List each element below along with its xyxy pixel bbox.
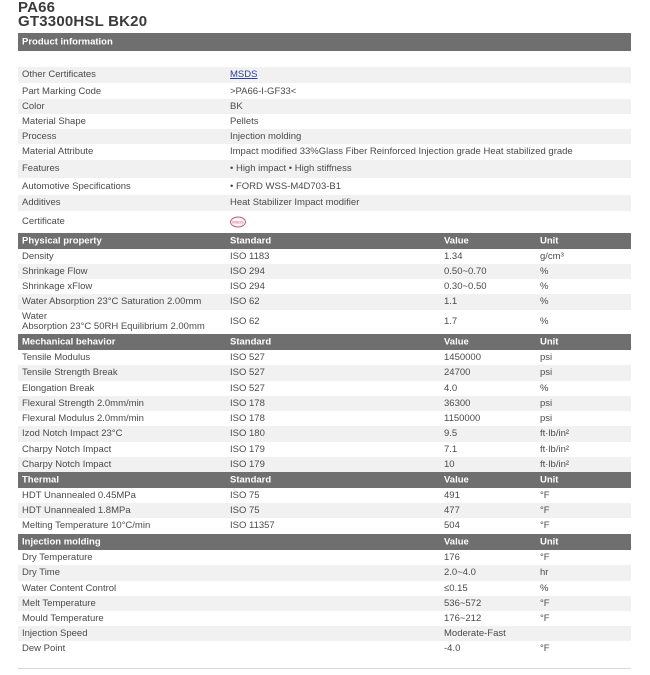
- property-unit: ft·lb/in²: [540, 428, 570, 439]
- property-value: Moderate-Fast: [444, 627, 506, 639]
- injection-row: [18, 641, 631, 657]
- injection-row: [18, 596, 631, 611]
- product-info-row: [18, 160, 631, 178]
- row-label: Automotive Specifications: [22, 180, 131, 192]
- product-info-row: [18, 84, 631, 99]
- property-value: 477: [444, 504, 460, 516]
- property-name: Melting Temperature 10°C/min: [22, 519, 151, 531]
- row-label: Color: [22, 100, 45, 112]
- property-name: Injection Speed: [22, 627, 88, 639]
- certificate-badge: MSDS: [230, 216, 246, 227]
- product-info-row: [18, 67, 631, 83]
- bottom-divider: [18, 668, 631, 669]
- msds-link[interactable]: MSDS: [230, 69, 258, 80]
- row-label: Certificate: [22, 215, 65, 227]
- row-value: • FORD WSS-M4D703-B1: [230, 180, 342, 192]
- product-info-row: [18, 144, 631, 160]
- row-label: Material Shape: [22, 115, 86, 127]
- property-unit: %: [540, 280, 549, 292]
- physical-row: [18, 264, 631, 279]
- property-value: 24700: [444, 367, 471, 378]
- property-value: 504: [444, 519, 460, 531]
- property-unit: g/cm³: [540, 250, 564, 262]
- property-unit: psi: [540, 367, 553, 378]
- property-standard: ISO 527: [230, 382, 265, 394]
- property-unit: °F: [540, 597, 550, 609]
- header-standard: Standard: [230, 336, 272, 348]
- property-value: 4.0: [444, 382, 458, 394]
- mechanical-row: [18, 442, 631, 457]
- property-name: Elongation Break: [22, 382, 95, 394]
- property-value: 0.50~0.70: [444, 265, 487, 277]
- property-unit: %: [540, 296, 549, 307]
- product-info-row: [18, 129, 631, 144]
- property-value: 7.1: [444, 443, 458, 455]
- header-value: Value: [444, 474, 469, 486]
- mechanical-row: [18, 411, 631, 426]
- thermal-row: [18, 503, 631, 518]
- property-standard: ISO 179: [230, 458, 265, 470]
- property-standard: ISO 1183: [230, 250, 270, 262]
- property-name: Flexural Strength 2.0mm/min: [22, 397, 144, 409]
- property-standard: ISO 294: [230, 280, 265, 292]
- product-grade-title: GT3300HSL BK20: [18, 13, 148, 30]
- property-name: Dry Temperature: [22, 551, 93, 563]
- property-standard: ISO 294: [230, 265, 265, 277]
- product-info-header: [18, 33, 631, 51]
- physical-row: [18, 249, 631, 264]
- row-value: Injection molding: [230, 130, 302, 142]
- property-unit: %: [540, 316, 549, 327]
- injection-row: [18, 611, 631, 626]
- mechanical-row: [18, 457, 631, 472]
- property-name: Dew Point: [22, 643, 66, 654]
- header-value: Value: [444, 536, 469, 548]
- row-value: >PA66-I-GF33<: [230, 85, 297, 97]
- property-value: -4.0: [444, 643, 461, 654]
- property-value: 1450000: [444, 351, 481, 363]
- thermal-row: [18, 518, 631, 533]
- property-unit: ft·lb/in²: [540, 458, 570, 470]
- product-info-row: [18, 211, 631, 232]
- property-name: HDT Unannealed 1.8MPa: [22, 504, 131, 516]
- property-value: ≤0.15: [444, 582, 468, 594]
- property-name-line2: Absorption 23°C 50RH Equilibrium 2.00mm: [22, 321, 205, 332]
- property-standard: ISO 179: [230, 443, 265, 455]
- property-unit: °F: [540, 551, 550, 563]
- property-standard: ISO 62: [230, 316, 260, 327]
- header-value: Value: [444, 235, 469, 247]
- property-value: 9.5: [444, 428, 458, 439]
- row-value: Pellets: [230, 115, 259, 127]
- property-name: Tensile Strength Break: [22, 367, 118, 378]
- property-standard: ISO 62: [230, 296, 260, 307]
- property-value: 176~212: [444, 612, 482, 624]
- property-standard: ISO 11357: [230, 519, 275, 531]
- header-value: Value: [444, 336, 469, 348]
- product-info-row: [18, 178, 631, 195]
- product-info-row: [18, 114, 631, 129]
- property-name-line1: Water: [22, 311, 47, 322]
- property-unit: °F: [540, 519, 550, 531]
- property-value: 1150000: [444, 412, 481, 424]
- property-unit: °F: [540, 612, 550, 624]
- property-unit: hr: [540, 567, 549, 578]
- property-name: Water Absorption 23°C Saturation 2.00mm: [22, 296, 202, 307]
- property-value: 1.34: [444, 250, 463, 262]
- property-unit: %: [540, 265, 549, 277]
- property-name: Dry Time: [22, 567, 60, 578]
- thermal-header: [18, 472, 631, 488]
- property-value: 1.1: [444, 296, 458, 307]
- injection-row: [18, 550, 631, 565]
- property-standard: ISO 75: [230, 489, 260, 501]
- physical-row: [18, 294, 631, 310]
- property-unit: °F: [540, 489, 550, 501]
- row-value: Heat Stabilizer Impact modifier: [230, 197, 360, 208]
- injection-row: [18, 565, 631, 581]
- property-name: Tensile Modulus: [22, 351, 91, 363]
- property-value: 536~572: [444, 597, 482, 609]
- physical-row: [18, 279, 631, 294]
- property-value: 10: [444, 458, 455, 470]
- property-name: Izod Notch Impact 23°C: [22, 428, 123, 439]
- injection-row: [18, 581, 631, 596]
- row-value: • High impact • High stiffness: [230, 163, 352, 174]
- mechanical-row: [18, 350, 631, 365]
- row-label: Part Marking Code: [22, 85, 102, 97]
- row-label: Other Certificates: [22, 69, 96, 80]
- product-family-title: PA66: [18, 0, 56, 16]
- property-unit: psi: [540, 412, 553, 424]
- property-name: HDT Unannealed 0.45MPa: [22, 489, 136, 501]
- header-unit: Unit: [540, 336, 559, 348]
- property-value: 2.0~4.0: [444, 567, 476, 578]
- property-unit: psi: [540, 397, 553, 409]
- property-standard: ISO 178: [230, 397, 265, 409]
- property-name: Shrinkage xFlow: [22, 280, 93, 292]
- property-standard: ISO 75: [230, 504, 260, 516]
- property-value: 0.30~0.50: [444, 280, 487, 292]
- property-name: Density: [22, 250, 54, 262]
- property-unit: psi: [540, 351, 553, 363]
- property-value: 491: [444, 489, 460, 501]
- mechanical-row: [18, 396, 631, 411]
- property-standard: ISO 527: [230, 367, 265, 378]
- header-property: Injection molding: [22, 536, 101, 548]
- property-name: Flexural Modulus 2.0mm/min: [22, 412, 144, 424]
- property-name: [22, 312, 205, 332]
- row-value: Impact modified 33%Glass Fiber Reinforced Injection grade Heat stabilized grade: [230, 146, 573, 157]
- header-property: Mechanical behavior: [22, 336, 116, 348]
- row-value: BK: [230, 100, 243, 112]
- mechanical-row: [18, 426, 631, 442]
- header-unit: Unit: [540, 474, 559, 486]
- property-name: Melt Temperature: [22, 597, 96, 609]
- property-name: Water Content Control: [22, 582, 117, 594]
- property-unit: %: [540, 382, 549, 394]
- header-property: Thermal: [22, 474, 59, 486]
- property-unit: ft·lb/in²: [540, 443, 570, 455]
- header-standard: Standard: [230, 474, 272, 486]
- property-name: Mould Temperature: [22, 612, 104, 624]
- physical-property-header: [18, 233, 631, 249]
- header-unit: Unit: [540, 536, 559, 548]
- property-value: 1.7: [444, 316, 458, 327]
- product-info-header-label: Product information: [22, 36, 113, 48]
- property-unit: °F: [540, 643, 550, 654]
- property-name: Shrinkage Flow: [22, 265, 88, 277]
- row-label: Features: [22, 163, 60, 174]
- property-name: Charpy Notch Impact: [22, 458, 112, 470]
- header-property: Physical property: [22, 235, 102, 247]
- thermal-row: [18, 488, 631, 503]
- property-unit: °F: [540, 504, 550, 516]
- property-standard: ISO 527: [230, 351, 265, 363]
- mechanical-header: [18, 334, 631, 350]
- property-value: 36300: [444, 397, 471, 409]
- property-unit: %: [540, 582, 549, 594]
- row-label: Additives: [22, 197, 61, 208]
- header-standard: Standard: [230, 235, 272, 247]
- mechanical-row: [18, 381, 631, 396]
- header-unit: Unit: [540, 235, 559, 247]
- injection-row: [18, 626, 631, 641]
- property-value: 176: [444, 551, 460, 563]
- property-standard: ISO 180: [230, 428, 265, 439]
- injection-molding-header: [18, 534, 631, 550]
- product-info-row: [18, 99, 631, 114]
- property-name: Charpy Notch Impact: [22, 443, 112, 455]
- mechanical-row: [18, 365, 631, 381]
- physical-row: [18, 310, 631, 334]
- row-label: Process: [22, 130, 57, 142]
- row-label: Material Attribute: [22, 146, 94, 157]
- product-info-row: [18, 195, 631, 211]
- property-standard: ISO 178: [230, 412, 265, 424]
